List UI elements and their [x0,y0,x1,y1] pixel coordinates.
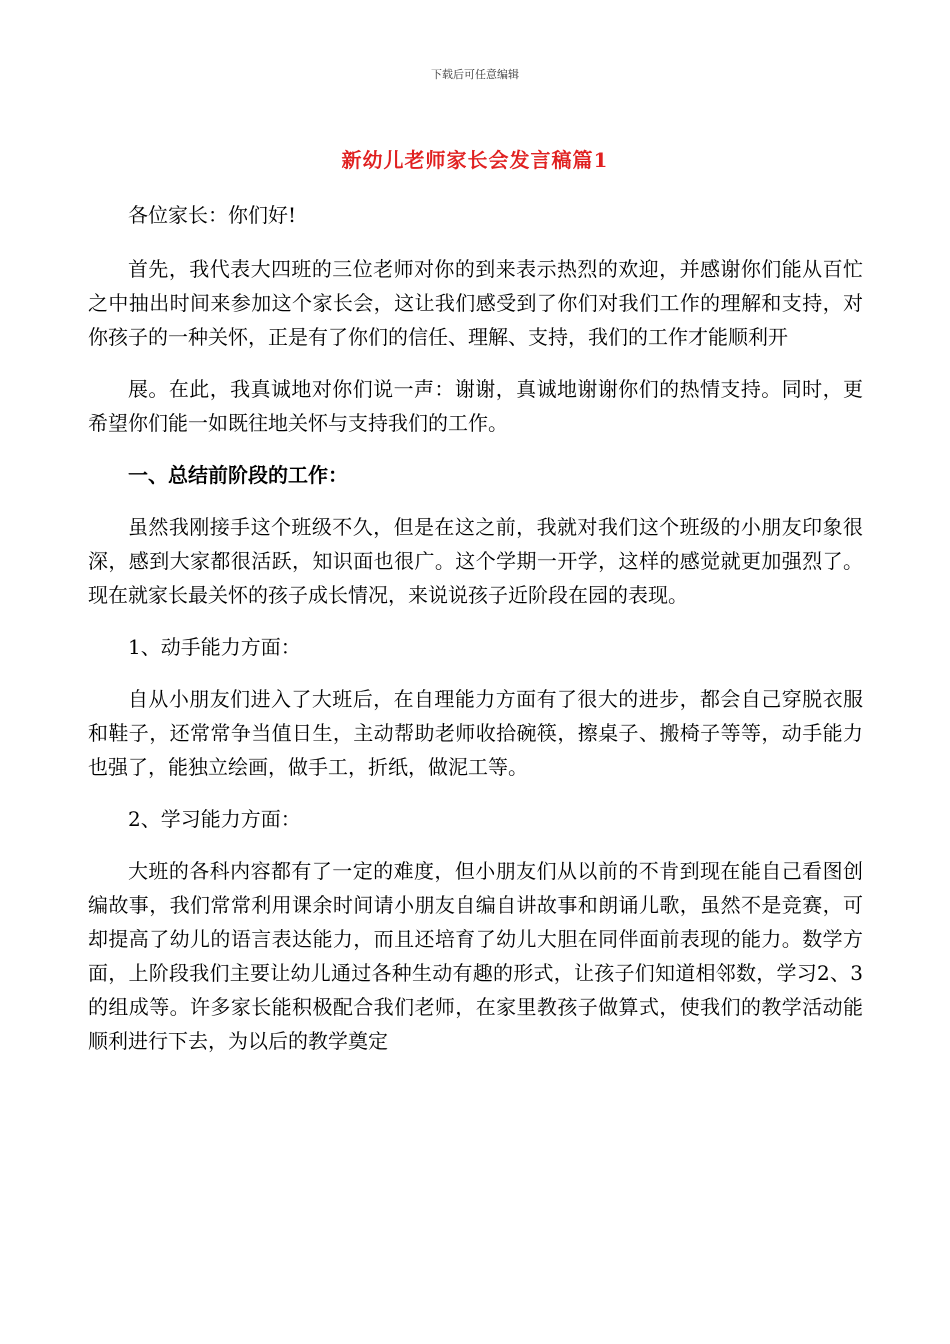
greeting: 各位家长：你们好! [128,203,297,227]
section-heading: 一、总结前阶段的工作： [128,463,348,487]
paragraph-thanks: 展。在此，我真诚地对你们说一声：谢谢，真诚地谢谢你们的热情支持。同时，更希望你们能一如既往地关怀与支持我们的工作。 [88,377,863,435]
subsection-text-1: 自从小朋友们进入了大班后，在自理能力方面有了很大的进步，都会自己穿脱衣服和鞋子，还常常争当值日生，主动帮助老师收拾碗筷，擦桌子、搬椅子等等，动手能力也强了，能独立绘画，做手工，折纸，做泥工等。 [88,687,863,779]
document-body [88,198,863,1058]
subsection-text-2: 大班的各科内容都有了一定的难度，但小朋友们从以前的不肯到现在能自己看图创编故事，我们常常利用课余时间请小朋友自编自讲故事和朗诵儿歌，虽然不是竞赛，可却提高了幼儿的语言表达能力，而且还培育了幼儿大胆在同伴面前表现的能力。数学方面，上阶段我们主要让幼儿通过各种生动有趣的形式，让孩子们知道相邻数，学习2、3的组成等。许多家长能积极配合我们老师，在家里教孩子做算式，使我们的教学活动能顺利进行下去，为以后的教学奠定 [88,859,863,1053]
subsection-heading-2: 2、学习能力方面： [128,807,301,831]
document-title: 新幼儿老师家长会发言稿篇1 [341,148,609,172]
section-intro: 虽然我刚接手这个班级不久，但是在这之前，我就对我们这个班级的小朋友印象很深，感到大家都很活跃，知识面也很广。这个学期一开学，这样的感觉就更加强烈了。现在就家长最关怀的孩子成长情况，来说说孩子近阶段在园的表现。 [88,515,863,607]
paragraph-intro: 首先，我代表大四班的三位老师对你的到来表示热烈的欢迎，并感谢你们能从百忙之中抽出时间来参加这个家长会，这让我们感受到了你们对我们工作的理解和支持，对你孩子的一种关怀，正是有了你们的信任、理解、支持，我们的工作才能顺利开 [88,257,863,349]
subsection-heading-1: 1、动手能力方面： [128,635,301,659]
header-note: 下载后可任意编辑 [431,68,519,81]
